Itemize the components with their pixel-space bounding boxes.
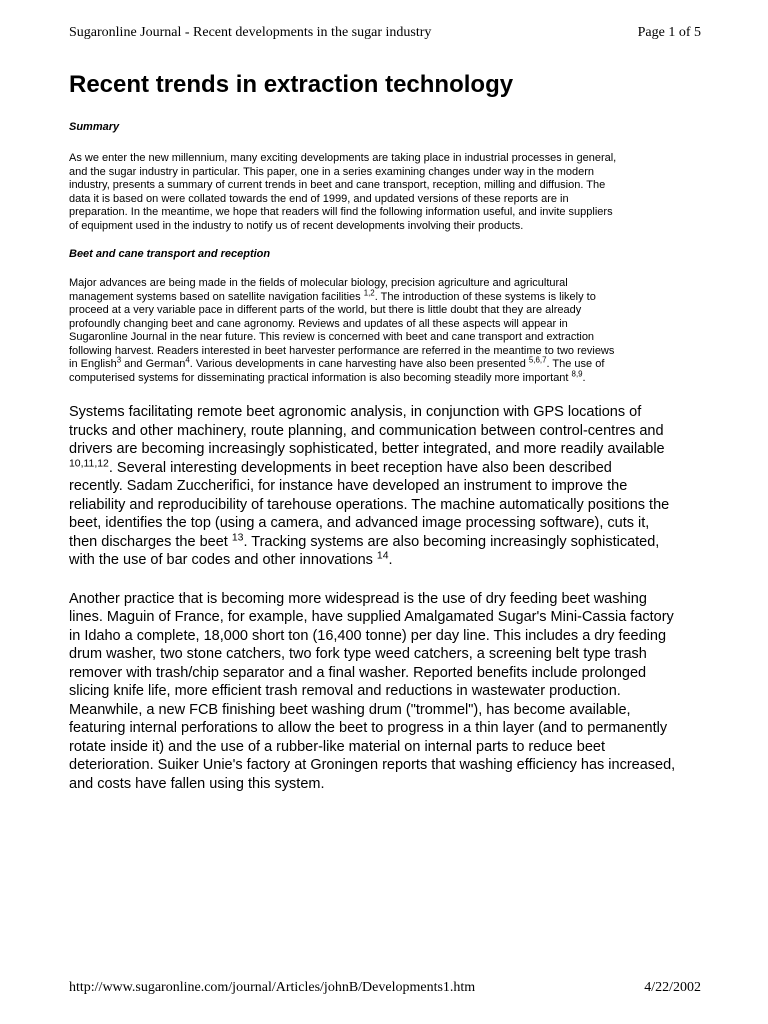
text-line: Systems facilitating remote beet agronomic analysis, in conjunction with GPS locations of (69, 404, 642, 420)
text-line: profoundly changing beet and cane agronomy. Reviews and updates of all these aspects will appear in (69, 317, 568, 330)
article-title: Recent trends in extraction technology (69, 71, 514, 98)
footer-url: http://www.sugaronline.com/journal/Articles/johnB/Developments1.htm (69, 980, 476, 995)
section-heading: Beet and cane transport and reception (69, 248, 271, 260)
text-line: of equipment used in the industry to notify us of recent developments involving their products. (69, 219, 524, 232)
text-line: in Idaho a complete, 18,000 short ton (16,400 tonne) per day line. This includes a dry feeding (69, 627, 667, 644)
article-body (69, 70, 703, 793)
citation-superscript: 3 (116, 355, 122, 365)
transport-paragraph (69, 277, 703, 385)
text-line: Sugaronline Journal in the near future. This review is concerned with beet and cane transport and extraction (69, 331, 595, 343)
text-line: drivers are becoming increasingly sophisticated, better integrated, and more readily available (69, 441, 665, 457)
text-run: . The introduction of these systems is likely to (374, 290, 596, 303)
text-run: management systems based on satellite navigation facilities (69, 290, 364, 303)
text-line: slicing knife life, more efficient trash removal and reductions in wastewater production. (69, 683, 621, 699)
text-line: reliability and reproducibility of tarehouse operations. The machine automatically positions the (69, 496, 670, 513)
text-line: data it is based on were collated towards the end of 1999, and updated versions of these reports are in (69, 192, 569, 205)
text-line: following harvest. Readers interested in beet harvester performance are referred in the meantime to two reviews (69, 344, 615, 357)
summary-paragraph (69, 152, 703, 233)
text-run: . Tracking systems are also becoming increasingly sophisticated, (243, 533, 660, 550)
text-line: preparation. In the meantime, we hope that readers will find the following information useful, and invite suppliers (69, 206, 613, 218)
text-run: . (582, 371, 586, 384)
text-run: . The use of (546, 358, 605, 370)
text-run: then discharges the beet (69, 533, 232, 550)
text-line: beet, identifies the top (using a camera, and advanced image processing software), cuts it, (69, 515, 650, 531)
text-line: rotate inside it) and the use of a rubber-like material on internal parts to reduce beet (69, 738, 605, 755)
text-run: with the use of bar codes and other innovations (69, 552, 377, 568)
citation-superscript: 14 (376, 550, 389, 562)
text-line: remover with trash/chip separator and a final washer. Reported benefits include prolonged (69, 664, 647, 681)
text-line: Major advances are being made in the fields of molecular biology, precision agriculture and agricultural (69, 277, 568, 289)
systems-paragraph (69, 403, 703, 570)
text-line: featuring internal perforations to allow the beet to progress in a thin layer (and to permanently (69, 720, 668, 736)
text-line: proceed at a very variable pace in different parts of the world, but there is little doubt that they are already (69, 304, 582, 316)
text-line (69, 369, 703, 386)
text-line: As we enter the new millennium, many exciting developments are taking place in industrial processes in general, (69, 152, 617, 164)
text-line (69, 355, 703, 372)
text-line: industry, presents a summary of current trends in beet and cane transport, reception, milling and diffusion. The (69, 179, 606, 191)
text-run: computerised systems for disseminating practical information is also becoming steadily more important (69, 371, 572, 384)
text-line: drum washer, two stone catchers, two fork type weed catchers, a screening belt type trash (69, 646, 647, 662)
citation-superscript: 4 (185, 355, 190, 365)
citation-superscript: 13 (231, 531, 244, 543)
text-line (69, 459, 703, 478)
citation-superscript: 10,11,12 (69, 457, 109, 469)
washing-paragraph (69, 590, 703, 794)
citation-superscript: 1,2 (363, 288, 375, 298)
page-number: Page 1 of 5 (637, 25, 701, 40)
text-line (69, 288, 703, 305)
summary-heading: Summary (69, 121, 120, 133)
page-header-title: Sugaronline Journal - Recent developments in the sugar industry (69, 25, 432, 40)
text-run: . Several interesting developments in beet reception have also been described (108, 459, 612, 476)
text-line: deterioration. Suiker Unie's factory at Groningen reports that washing efficiency has increased, (69, 757, 676, 773)
text-line (69, 551, 703, 570)
footer-date: 4/22/2002 (644, 980, 701, 995)
text-run: . Various developments in cane harvesting have also been presented (189, 358, 529, 370)
text-line: Another practice that is becoming more widespread is the use of dry feeding beet washing (69, 590, 647, 607)
text-line: lines. Maguin of France, for example, have supplied Amalgamated Sugar's Mini-Cassia factory (69, 609, 674, 625)
citation-superscript: 8,9 (571, 369, 583, 379)
text-line: Meanwhile, a new FCB finishing beet washing drum ("trommel"), has become available, (69, 701, 631, 718)
text-line: and costs have fallen using this system. (69, 775, 325, 792)
text-line: and the sugar industry in particular. This paper, one in a series examining changes under way in the modern (69, 165, 595, 178)
text-line: recently. Sadam Zuccherifici, for instance have developed an instrument to improve the (69, 478, 628, 494)
text-run: and German (121, 358, 186, 370)
text-run: . (388, 552, 393, 568)
text-line: trucks and other machinery, route planning, and communication between control-centres and (69, 422, 664, 439)
text-run: in English (69, 358, 117, 370)
citation-superscript: 5,6,7 (528, 355, 547, 365)
text-line (69, 533, 703, 552)
